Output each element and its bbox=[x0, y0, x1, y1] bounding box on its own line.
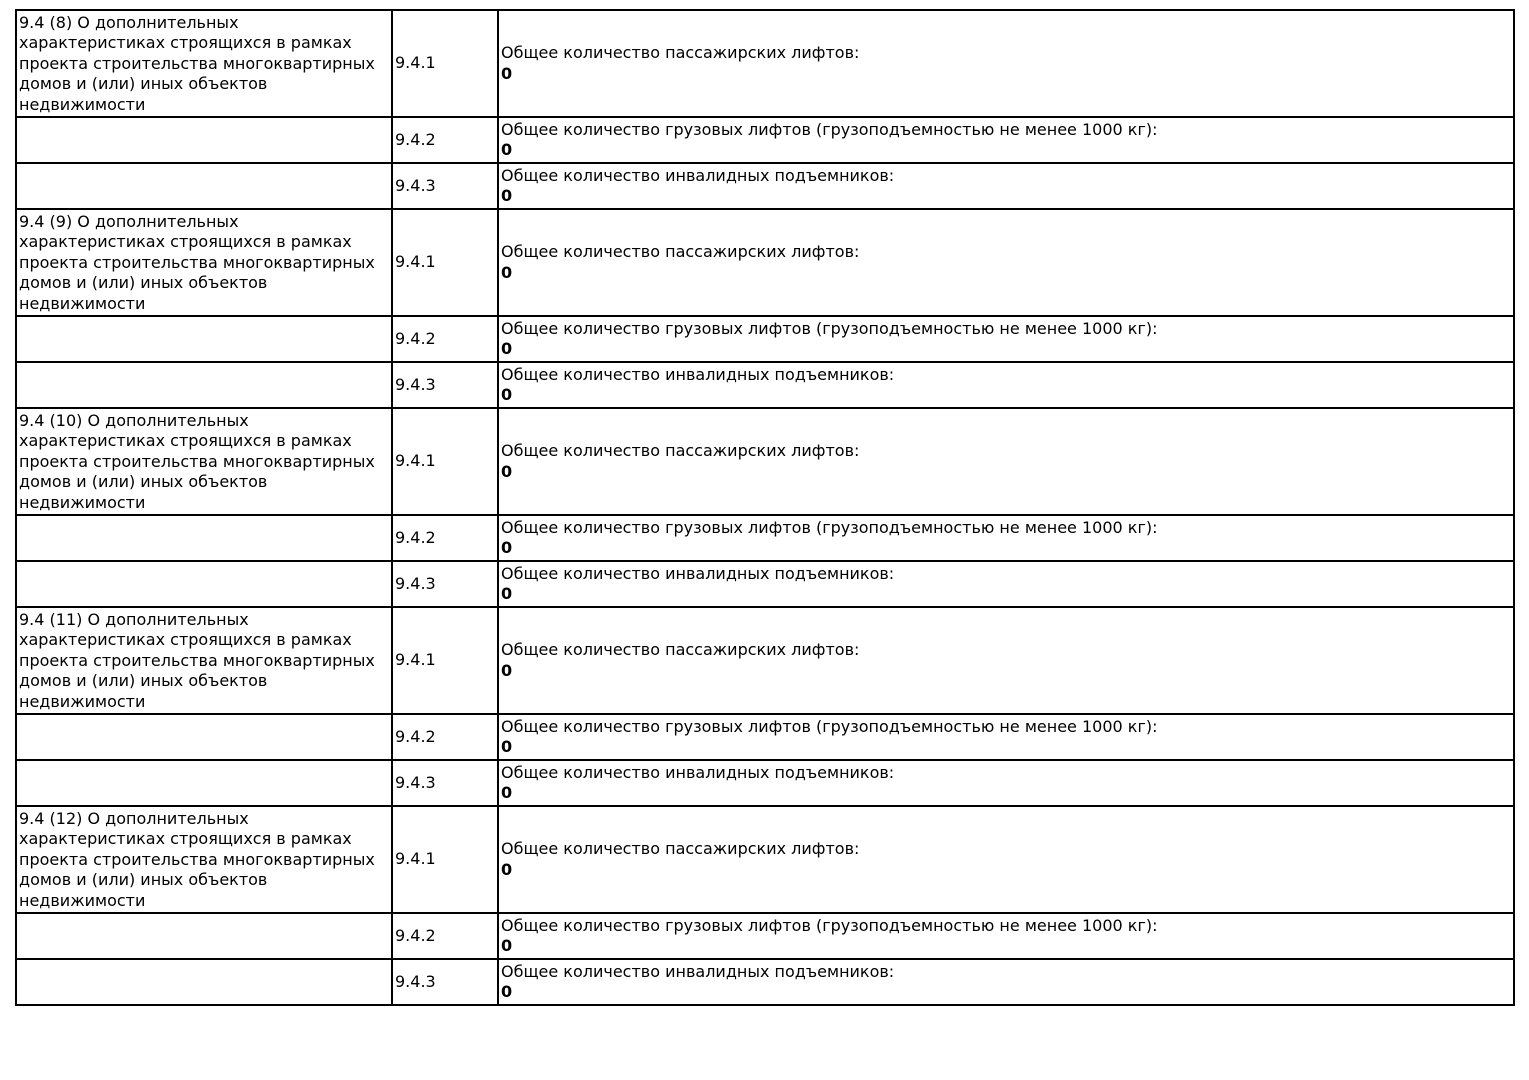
field-cell bbox=[498, 209, 1514, 316]
section-title: 9.4 (8) О дополнительных характеристиках строящихся в рамках проекта строительства многоквартирных домов и (или) иных объектов недвижимости bbox=[19, 13, 375, 114]
item-code-cell bbox=[392, 561, 498, 607]
field-value: 0 bbox=[501, 339, 513, 358]
item-code-cell bbox=[392, 913, 498, 959]
section-title: 9.4 (9) О дополнительных характеристиках строящихся в рамках проекта строительства многоквартирных домов и (или) иных объектов недвижимости bbox=[19, 212, 375, 313]
field-value: 0 bbox=[501, 584, 513, 603]
item-code: 9.4.2 bbox=[395, 527, 436, 547]
field-label: Общее количество пассажирских лифтов: bbox=[501, 43, 860, 63]
table-row bbox=[16, 362, 1514, 408]
field-cell bbox=[498, 362, 1514, 408]
section-title-cell bbox=[16, 209, 392, 316]
item-code-cell bbox=[392, 607, 498, 714]
field-value: 0 bbox=[501, 783, 513, 802]
table-row bbox=[16, 913, 1514, 959]
field-label: Общее количество инвалидных подъемников: bbox=[501, 165, 895, 185]
section-title-cell bbox=[16, 607, 392, 714]
section-title-cell bbox=[16, 362, 392, 408]
section-title-cell bbox=[16, 408, 392, 515]
table-row bbox=[16, 607, 1514, 714]
field-cell bbox=[498, 714, 1514, 760]
table-body bbox=[16, 10, 1514, 1005]
field-value: 0 bbox=[501, 982, 513, 1001]
field-label: Общее количество пассажирских лифтов: bbox=[501, 242, 860, 262]
item-code: 9.4.2 bbox=[395, 925, 436, 945]
section-title-cell bbox=[16, 760, 392, 806]
table-row bbox=[16, 561, 1514, 607]
item-code-cell bbox=[392, 10, 498, 117]
item-code-cell bbox=[392, 209, 498, 316]
section-title-cell bbox=[16, 316, 392, 362]
item-code: 9.4.1 bbox=[395, 650, 436, 670]
section-title-cell bbox=[16, 714, 392, 760]
section-title-cell bbox=[16, 515, 392, 561]
item-code: 9.4.3 bbox=[395, 971, 436, 991]
item-code-cell bbox=[392, 408, 498, 515]
table-row bbox=[16, 117, 1514, 163]
table-row bbox=[16, 959, 1514, 1005]
section-title-cell bbox=[16, 10, 392, 117]
item-code-cell bbox=[392, 362, 498, 408]
field-label: Общее количество инвалидных подъемников: bbox=[501, 762, 895, 782]
field-label: Общее количество грузовых лифтов (грузоподъемностью не менее 1000 кг): bbox=[501, 915, 1158, 935]
item-code-cell bbox=[392, 515, 498, 561]
field-cell bbox=[498, 760, 1514, 806]
field-cell bbox=[498, 515, 1514, 561]
section-title: 9.4 (10) О дополнительных характеристиках строящихся в рамках проекта строительства многоквартирных домов и (или) иных объектов недвижимости bbox=[19, 411, 375, 512]
table-row bbox=[16, 760, 1514, 806]
item-code: 9.4.2 bbox=[395, 328, 436, 348]
item-code: 9.4.1 bbox=[395, 451, 436, 471]
table-row bbox=[16, 10, 1514, 117]
field-value: 0 bbox=[501, 936, 513, 955]
table-row bbox=[16, 408, 1514, 515]
declaration-table bbox=[15, 9, 1515, 1006]
table-row bbox=[16, 714, 1514, 760]
field-value: 0 bbox=[501, 385, 513, 404]
section-title-cell bbox=[16, 163, 392, 209]
section-title: 9.4 (11) О дополнительных характеристиках строящихся в рамках проекта строительства многоквартирных домов и (или) иных объектов недвижимости bbox=[19, 610, 375, 711]
field-cell bbox=[498, 117, 1514, 163]
field-value: 0 bbox=[501, 63, 513, 83]
field-label: Общее количество пассажирских лифтов: bbox=[501, 640, 860, 660]
item-code: 9.4.1 bbox=[395, 849, 436, 869]
item-code-cell bbox=[392, 714, 498, 760]
item-code-cell bbox=[392, 806, 498, 913]
item-code: 9.4.3 bbox=[395, 573, 436, 593]
section-title-cell bbox=[16, 561, 392, 607]
item-code: 9.4.2 bbox=[395, 129, 436, 149]
section-title: 9.4 (12) О дополнительных характеристиках строящихся в рамках проекта строительства многоквартирных домов и (или) иных объектов недвижимости bbox=[19, 809, 375, 910]
item-code-cell bbox=[392, 163, 498, 209]
field-cell bbox=[498, 316, 1514, 362]
field-label: Общее количество инвалидных подъемников: bbox=[501, 563, 895, 583]
field-cell bbox=[498, 163, 1514, 209]
field-value: 0 bbox=[501, 859, 513, 879]
field-label: Общее количество инвалидных подъемников: bbox=[501, 961, 895, 981]
field-value: 0 bbox=[501, 262, 513, 282]
item-code: 9.4.1 bbox=[395, 53, 436, 73]
field-cell bbox=[498, 561, 1514, 607]
field-cell bbox=[498, 959, 1514, 1005]
field-label: Общее количество грузовых лифтов (грузоподъемностью не менее 1000 кг): bbox=[501, 517, 1158, 537]
field-cell bbox=[498, 806, 1514, 913]
field-value: 0 bbox=[501, 660, 513, 680]
item-code-cell bbox=[392, 959, 498, 1005]
section-title-cell bbox=[16, 117, 392, 163]
section-title-cell bbox=[16, 959, 392, 1005]
item-code: 9.4.1 bbox=[395, 252, 436, 272]
table-row bbox=[16, 515, 1514, 561]
table-row bbox=[16, 806, 1514, 913]
item-code: 9.4.2 bbox=[395, 726, 436, 746]
section-title-cell bbox=[16, 806, 392, 913]
field-cell bbox=[498, 10, 1514, 117]
field-label: Общее количество инвалидных подъемников: bbox=[501, 364, 895, 384]
section-title-cell bbox=[16, 913, 392, 959]
item-code-cell bbox=[392, 117, 498, 163]
table-row bbox=[16, 163, 1514, 209]
item-code-cell bbox=[392, 760, 498, 806]
field-cell bbox=[498, 913, 1514, 959]
table-row bbox=[16, 316, 1514, 362]
field-value: 0 bbox=[501, 140, 513, 159]
field-value: 0 bbox=[501, 737, 513, 756]
field-value: 0 bbox=[501, 461, 513, 481]
field-label: Общее количество грузовых лифтов (грузоподъемностью не менее 1000 кг): bbox=[501, 716, 1158, 736]
field-value: 0 bbox=[501, 538, 513, 557]
table-row bbox=[16, 209, 1514, 316]
item-code: 9.4.3 bbox=[395, 175, 436, 195]
field-label: Общее количество грузовых лифтов (грузоподъемностью не менее 1000 кг): bbox=[501, 318, 1158, 338]
field-value: 0 bbox=[501, 186, 513, 205]
item-code: 9.4.3 bbox=[395, 772, 436, 792]
field-label: Общее количество пассажирских лифтов: bbox=[501, 441, 860, 461]
field-label: Общее количество грузовых лифтов (грузоподъемностью не менее 1000 кг): bbox=[501, 119, 1158, 139]
field-cell bbox=[498, 408, 1514, 515]
field-label: Общее количество пассажирских лифтов: bbox=[501, 839, 860, 859]
item-code-cell bbox=[392, 316, 498, 362]
item-code: 9.4.3 bbox=[395, 374, 436, 394]
field-cell bbox=[498, 607, 1514, 714]
